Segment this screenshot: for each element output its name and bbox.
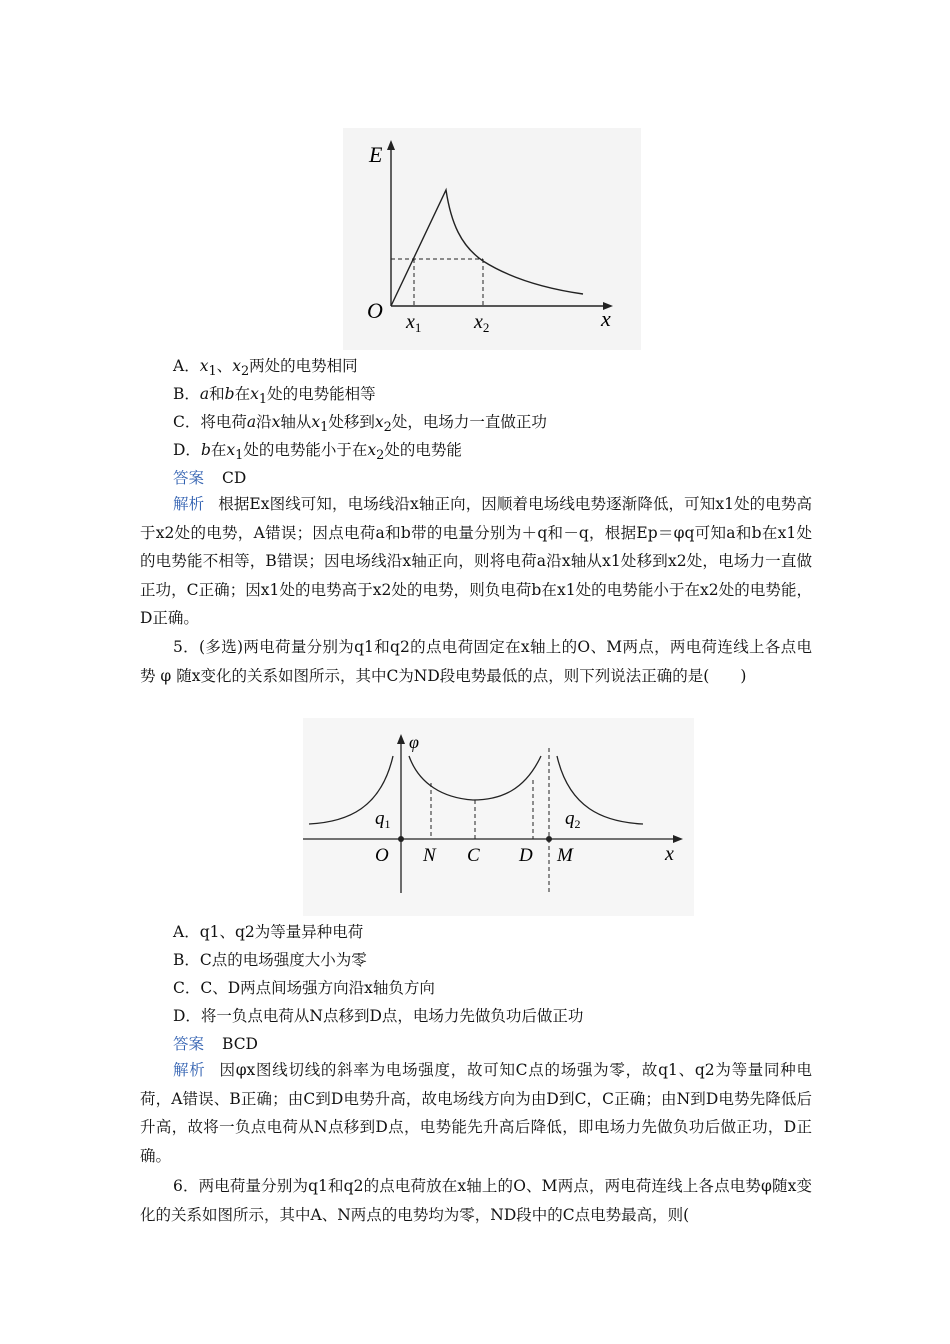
label-q2: $q_2$ bbox=[565, 808, 581, 831]
label-q1: $q_1$ bbox=[375, 808, 391, 831]
q5-option-a: A．q1、q2为等量异种电荷 bbox=[173, 923, 364, 941]
q5-answer-value: BCD bbox=[222, 1035, 258, 1053]
q4-option-c: C．将电荷a沿x轴从$x_1$处移到$x_2$处，电场力一直做正功 bbox=[173, 413, 547, 436]
q4-option-b: B．a和b在$x_1$处的电势能相等 bbox=[173, 385, 376, 408]
q4-analysis bbox=[140, 490, 812, 633]
q5-option-b: B．C点的电场强度大小为零 bbox=[173, 951, 367, 969]
figure-e-x-graph bbox=[343, 128, 641, 350]
origin-label: O bbox=[367, 298, 383, 323]
label-n: N bbox=[423, 845, 436, 866]
q4-answer-value: CD bbox=[222, 469, 247, 487]
axis-label-x: x bbox=[665, 843, 674, 865]
q4-answer bbox=[173, 468, 246, 488]
q4-option-d: D．b在$x_1$处的电势能小于在$x_2$处的电势能 bbox=[173, 441, 462, 464]
q5-option-c: C．C、D两点间场强方向沿x轴负方向 bbox=[173, 979, 435, 997]
point-o-dot bbox=[398, 836, 404, 842]
label-c: C bbox=[467, 845, 480, 866]
tick-x2: $x_2$ bbox=[474, 311, 490, 335]
x-axis-arrow bbox=[673, 835, 683, 843]
axis-label-phi: φ bbox=[409, 732, 419, 752]
axis-label-x: x bbox=[601, 306, 611, 331]
label-d: D bbox=[519, 845, 533, 866]
y-axis-arrow bbox=[387, 140, 395, 150]
q4-analysis-label: 解析 bbox=[173, 495, 205, 513]
q5-analysis-text: 因φx图线切线的斜率为电场强度，故可知C点的场强为零，故q1、q2为等量同种电荷，A错误、B正确；由C到D电势升高，故电场线方向为由D到C，C正确；由N到D电势先降低后升高，故将一负点电荷从N点移到D点，电势能先升高后降低，即电场力先做负功后做正功，D正确。 bbox=[140, 1061, 812, 1165]
phi-axis-arrow bbox=[397, 734, 405, 744]
q4-analysis-text: 根据Ex图线可知，电场线沿x轴正向，因顺着电场线电势逐渐降低，可知x1处的电势高于x2处的电势，A错误；因点电荷a和b带的电量分别为＋q和－q，根据Ep＝φq可知a和b在x1处的电势能不相等，B错误；因电场线沿x轴正向，则将电荷a沿x轴从x1处移到x2处，电场力一直做正功，C正确；因x1处的电势高于x2处的电势，则负电荷b在x1处的电势能小于在x2处的电势能，D正确。 bbox=[140, 495, 812, 628]
curve-middle bbox=[409, 756, 541, 800]
q6-stem: 6．两电荷量分别为q1和q2的点电荷放在x轴上的O、M两点，两电荷连线上各点电势φ随x变化的关系如图所示，其中A、N两点的电势均为零，ND段中的C点电势最高，则( bbox=[140, 1177, 812, 1224]
q4-option-a: A．$x_1$、$x_2$两处的电势相同 bbox=[173, 357, 358, 380]
figure-phi-x-graph bbox=[303, 718, 694, 916]
axis-label-e: E bbox=[369, 142, 383, 167]
q4-answer-label: 答案 bbox=[173, 469, 205, 487]
e-curve bbox=[391, 190, 583, 306]
q5-option-d: D．将一负点电荷从N点移到D点，电场力先做负功后做正功 bbox=[173, 1007, 584, 1025]
point-m-dot bbox=[546, 836, 552, 842]
q5-analysis bbox=[140, 1056, 812, 1170]
q5-stem: 5．(多选)两电荷量分别为q1和q2的点电荷固定在x轴上的O、M两点，两电荷连线上各点电势 φ 随x变化的关系如图所示，其中C为ND段电势最低的点，则下列说法正确的是( ) bbox=[140, 638, 812, 685]
label-m: M bbox=[557, 845, 573, 866]
q5-answer bbox=[173, 1034, 258, 1054]
tick-x1: $x_1$ bbox=[406, 311, 422, 335]
q5-analysis-label: 解析 bbox=[173, 1061, 206, 1079]
label-o: O bbox=[375, 845, 389, 866]
q5-answer-label: 答案 bbox=[173, 1035, 205, 1053]
